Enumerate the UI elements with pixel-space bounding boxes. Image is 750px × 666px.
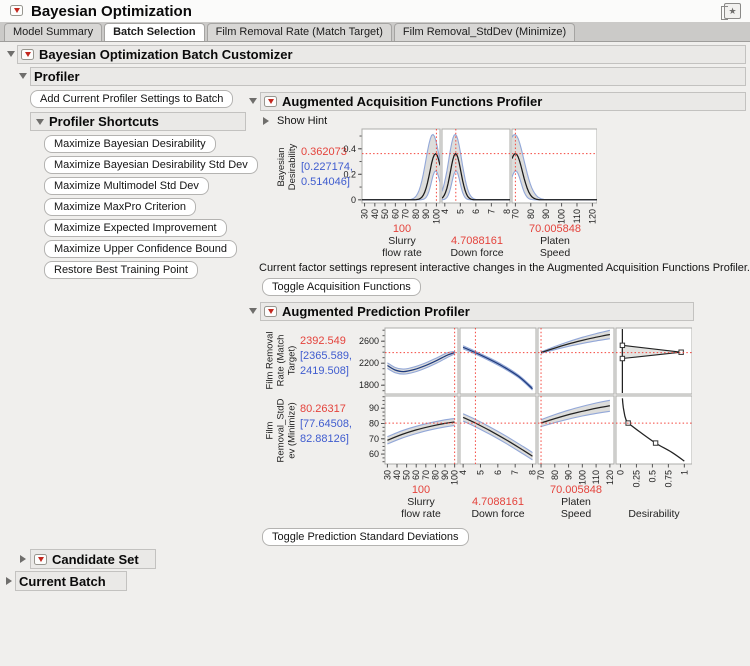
factor-label-slurry: [360, 221, 444, 259]
disclosure-triangle-profiler[interactable]: [19, 73, 27, 79]
factor-label-platen-speed: [513, 221, 597, 259]
svg-text:0.2: 0.2: [343, 169, 356, 180]
section-header-profiler-shortcuts: [30, 112, 246, 131]
svg-text:70: 70: [420, 470, 431, 481]
disclosure-triangle-acquisition[interactable]: [249, 98, 257, 104]
svg-text:70: 70: [510, 209, 521, 220]
factor-name: Speed: [539, 247, 571, 259]
red-triangle-glyph: [38, 557, 44, 562]
svg-text:2600: 2600: [358, 336, 379, 347]
svg-text:7: 7: [486, 209, 497, 215]
acquisition-note: Current factor settings represent interactive changes in the Augmented Acquisition Functions Profiler.: [259, 262, 750, 274]
acquisition-y-axis-label: [276, 138, 298, 196]
section-header-profiler: [30, 67, 746, 86]
red-triangle-menu-icon[interactable]: [34, 554, 47, 565]
svg-text:0.25: 0.25: [631, 470, 642, 488]
red-triangle-glyph: [14, 8, 20, 13]
show-hint-label[interactable]: Show Hint: [277, 115, 328, 127]
factor-label-platen-speed: [534, 482, 618, 520]
svg-text:50: 50: [380, 209, 391, 220]
maximize-expected-improvement-button[interactable]: Maximize Expected Improvement: [44, 219, 227, 237]
svg-text:6: 6: [492, 470, 503, 476]
svg-text:70: 70: [536, 470, 547, 481]
disclosure-triangle-current-batch[interactable]: [6, 577, 12, 585]
svg-text:120: 120: [604, 470, 615, 486]
red-triangle-menu-icon[interactable]: [264, 96, 277, 107]
predicted-value: 0.362073: [301, 146, 347, 158]
interval-high: 2419.508]: [300, 365, 349, 377]
toggle-prediction-stddev-button[interactable]: Toggle Prediction Standard Deviations: [262, 528, 469, 546]
svg-text:40: 40: [392, 470, 403, 481]
axis-label-line: Bayesian: [276, 147, 287, 187]
svg-text:100: 100: [577, 470, 588, 486]
interval-high: 82.88126]: [300, 433, 349, 445]
svg-text:4: 4: [458, 470, 469, 476]
section-title: Current Batch: [19, 573, 106, 589]
svg-text:90: 90: [368, 403, 379, 414]
tab-model-summary[interactable]: Model Summary: [4, 23, 102, 41]
factor-current-value[interactable]: 70.005848: [529, 223, 581, 235]
factor-current-value[interactable]: 4.7088161: [472, 496, 524, 508]
section-header-prediction-profiler: [260, 302, 694, 321]
tab-bar: [0, 22, 750, 42]
factor-name: Down force: [450, 247, 504, 259]
svg-text:100: 100: [449, 470, 460, 486]
axis-label-line: Film: [264, 421, 276, 440]
interval-low: [2365.589,: [300, 350, 352, 362]
svg-text:0: 0: [350, 194, 356, 205]
section-header-current-batch: [15, 571, 127, 591]
disclosure-triangle-candidate-set[interactable]: [20, 555, 26, 563]
factor-name: Slurry: [388, 235, 416, 247]
disclosure-triangle-prediction[interactable]: [249, 308, 257, 314]
svg-text:5: 5: [455, 209, 466, 215]
svg-text:0: 0: [615, 470, 626, 476]
maximize-maxpro-criterion-button[interactable]: Maximize MaxPro Criterion: [44, 198, 196, 216]
svg-text:60: 60: [368, 449, 379, 460]
disclosure-triangle-batch-customizer[interactable]: [7, 51, 15, 57]
maximize-bayesian-desirability-button[interactable]: Maximize Bayesian Desirability: [44, 135, 216, 153]
svg-text:1: 1: [679, 470, 690, 476]
axis-label-line: Removal_StdD: [275, 398, 287, 463]
svg-text:80: 80: [549, 470, 560, 481]
svg-text:90: 90: [541, 209, 552, 220]
svg-text:50: 50: [401, 470, 412, 481]
svg-text:80: 80: [410, 209, 421, 220]
factor-current-value[interactable]: 100: [411, 484, 431, 496]
svg-text:120: 120: [587, 209, 597, 225]
section-title: Augmented Acquisition Functions Profiler: [282, 94, 543, 109]
red-triangle-glyph: [25, 52, 31, 57]
svg-text:60: 60: [390, 209, 401, 220]
factor-name: Platen: [561, 496, 591, 508]
tab-film-removal-rate[interactable]: Film Removal Rate (Match Target): [207, 23, 392, 41]
acquisition-profiler-chart[interactable]: [338, 128, 597, 232]
svg-text:110: 110: [591, 470, 602, 485]
red-triangle-menu-icon[interactable]: [264, 306, 277, 317]
svg-text:2200: 2200: [358, 358, 379, 369]
svg-text:30: 30: [359, 209, 370, 220]
svg-text:30: 30: [382, 470, 393, 481]
factor-current-value[interactable]: 70.005848: [550, 484, 602, 496]
factor-label-desirability: [612, 482, 696, 520]
svg-text:1800: 1800: [358, 380, 379, 391]
section-header-batch-customizer: [17, 45, 746, 64]
svg-text:90: 90: [563, 470, 574, 481]
tab-batch-selection[interactable]: Batch Selection: [104, 23, 205, 41]
disclosure-triangle-show-hint[interactable]: [263, 117, 269, 125]
svg-text:60: 60: [411, 470, 422, 481]
svg-text:8: 8: [501, 209, 512, 215]
section-title: Candidate Set: [52, 551, 139, 567]
axis-label-line: Rate (Match: [275, 334, 287, 387]
svg-text:40: 40: [369, 209, 380, 220]
factor-name: Down force: [471, 508, 525, 520]
factor-current-value[interactable]: 100: [392, 223, 412, 235]
svg-text:7: 7: [510, 470, 521, 476]
svg-text:80: 80: [430, 470, 441, 481]
svg-text:90: 90: [421, 209, 432, 220]
title-bar: [0, 0, 750, 22]
section-title: Profiler: [34, 69, 80, 84]
section-header-acquisition-profiler: [260, 92, 746, 111]
red-triangle-glyph: [268, 309, 274, 314]
section-title: Bayesian Optimization Batch Customizer: [39, 47, 293, 62]
maximize-bayesian-desirability-stddev-button[interactable]: Maximize Bayesian Desirability Std Dev: [44, 156, 258, 174]
axis-label-line: Target): [286, 345, 298, 376]
prediction-row1-axis-label: [265, 329, 298, 393]
tab-film-removal-stddev[interactable]: Film Removal_StdDev (Minimize): [394, 23, 575, 41]
prediction-row2-axis-label: [265, 399, 298, 463]
factor-name: Platen: [540, 235, 570, 247]
maximize-upper-confidence-bound-button[interactable]: Maximize Upper Confidence Bound: [44, 240, 237, 258]
svg-text:6: 6: [470, 209, 481, 215]
factor-name: Slurry: [407, 496, 435, 508]
svg-text:0.5: 0.5: [647, 470, 658, 483]
star-glyph: ★: [728, 5, 737, 16]
svg-text:100: 100: [556, 209, 567, 225]
svg-text:70: 70: [368, 433, 379, 444]
factor-label-down-force: [435, 221, 519, 259]
axis-label-line: Film Removal: [264, 331, 276, 390]
svg-text:110: 110: [571, 208, 582, 224]
svg-text:100: 100: [431, 209, 442, 225]
factor-name: Speed: [560, 508, 592, 520]
red-triangle-menu-icon[interactable]: [21, 49, 34, 60]
factor-current-value[interactable]: 4.7088161: [451, 235, 503, 247]
svg-text:90: 90: [440, 470, 451, 481]
interval-low: [0.227174,: [301, 161, 353, 173]
disclosure-triangle-shortcuts[interactable]: [36, 119, 44, 125]
restore-best-training-point-button[interactable]: Restore Best Training Point: [44, 261, 198, 279]
svg-text:80: 80: [368, 418, 379, 429]
svg-text:8: 8: [527, 470, 538, 476]
svg-text:5: 5: [475, 470, 486, 476]
section-header-candidate-set: [30, 549, 156, 569]
svg-text:4: 4: [439, 209, 450, 215]
maximize-multimodel-stddev-button[interactable]: Maximize Multimodel Std Dev: [44, 177, 209, 195]
predicted-value: 2392.549: [300, 335, 346, 347]
factor-label-slurry: [379, 482, 463, 520]
svg-text:0.75: 0.75: [663, 470, 674, 488]
add-profiler-settings-button[interactable]: Add Current Profiler Settings to Batch: [30, 90, 233, 108]
profiler-shortcuts-list: [44, 135, 258, 279]
factor-name: flow rate: [401, 508, 441, 520]
section-title: Augmented Prediction Profiler: [282, 304, 470, 319]
svg-text:70: 70: [400, 209, 411, 220]
prediction-profiler-chart[interactable]: [345, 327, 692, 493]
red-triangle-glyph: [268, 99, 274, 104]
factor-name: Desirability: [628, 508, 680, 520]
toggle-acquisition-functions-button[interactable]: Toggle Acquisition Functions: [262, 278, 421, 296]
window-star-icon[interactable]: [724, 3, 741, 19]
interval-low: [77.64508,: [300, 418, 352, 430]
factor-name: flow rate: [382, 247, 422, 259]
red-triangle-menu-icon[interactable]: [10, 5, 23, 16]
svg-text:0.4: 0.4: [343, 143, 356, 154]
predicted-value: 80.26317: [300, 403, 346, 415]
axis-label-line: ev (Minimize): [286, 402, 298, 459]
svg-text:80: 80: [525, 209, 536, 220]
interval-high: 0.514046]: [301, 176, 350, 188]
section-title: Profiler Shortcuts: [49, 114, 159, 129]
factor-label-down-force: [456, 482, 540, 520]
axis-label-line: Desirability: [287, 143, 298, 191]
page-title: Bayesian Optimization: [31, 3, 192, 20]
